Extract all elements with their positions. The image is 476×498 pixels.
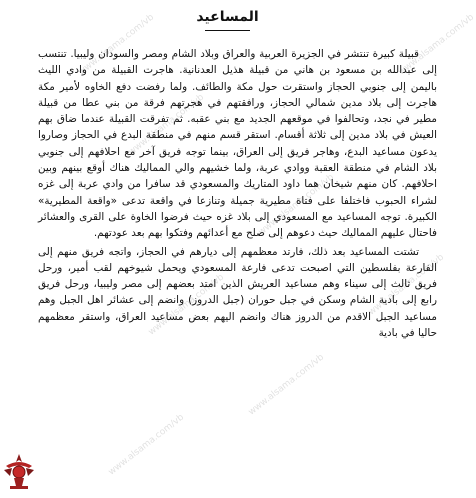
watermark-text: www.alsama.com/vb bbox=[366, 252, 447, 318]
watermark-text: www.alsama.com/vb bbox=[146, 272, 227, 338]
watermark-text: www.alsama.com/vb bbox=[106, 412, 187, 478]
watermark-text: www.alsama.com/vb bbox=[246, 352, 327, 418]
paragraph: تشتت المساعيد بعد ذلك، فارتد معظمهم إلى ديارهم في الحجاز، واتجه فريق منهم إلى الفارعة بفلسطين التي اصبحت تدعى فارعة المسعودي ويحمل شيوخهم لقب أمير، ورحل فريق ثالث إلى سيناء وهم مساعيد العريش الذين امتد بعضهم إلى مصر وليبيا، ورحل فريق رابع إلى بادية الشام وسكن في جبل حوران (جبل الدروز) وانضم إلى عشائر اهل الجبل وهم مساعيد الجبل الاقدم من الدروز هناك وانضم اليهم بعض مساعيد العراق، واستقر معظمهم حاليا في بادية bbox=[38, 245, 437, 340]
title-underline bbox=[205, 30, 250, 31]
watermark-text: www.alsama.com/vb bbox=[396, 12, 476, 78]
watermark-text: www.alsama.com/vb bbox=[256, 172, 337, 238]
paragraph: قبيلة كبيرة تنتشر في الجزيرة العربية والعراق وبلاد الشام ومصر والسودان وليبيا. تنتسب إلى عبدالله بن مسعود بن هاني من قبيلة هذيل العدنانية. هاجرت القبيلة من وادي الليث باليمن إلى جنوبي الحجاز واستقرت حول مكة والطائف. ولما رفضت دفع الخاوه لأمير مكة هاجرت إلى بلاد مدين شمالي الحجاز، ورافقتهم في هجرتهم فرقة من بني عطا من قبيلة مطير في نجد، وتحالفوا في موقعهم الجديد مع بني عقبه. ثم تفرقت القبيلة عندما ضاق بهم العيش في بلاد مدين إلى ثلاثة أقسام. استقر قسم منهم في منطقة البدع في الحجاز وصاروا يدعون مساعيد البدع، وهاجر فريق إلى العراق، بينما توجه فريق آخر مع احلافهم إلى جنوبي بلاد الشام في منطقة العقبة ووادي عربة، ولما خشيهم والي المماليك هناك أوقع بينهم وبين احلافهم. كان منهم شيخان هما داود المتاريك والمسعودي قد سافرا من وادي عربة إلى غزه لشراء الحبوب فاختلفا على فتاة مطيرية جميلة وتنازعا في واقعة تدعى «واقعة المطيرية» الكبيرة. توجه المساعيد مع المسعودي إلى بلاد غزه حيث فرضوا الخاوة على القرى والعشائر فاحتال عليهم المماليك حيث دعوهم إلى صلح مع أعدائهم وفتكوا بهم بعد عودتهم. bbox=[38, 48, 437, 240]
watermark-text: www.alsama.com/vb bbox=[76, 12, 157, 78]
site-logo-icon bbox=[2, 452, 36, 492]
page-title: المساعيد bbox=[196, 9, 259, 25]
watermark-text: www.alsama.com/vb bbox=[126, 92, 207, 158]
article-body bbox=[38, 46, 437, 341]
